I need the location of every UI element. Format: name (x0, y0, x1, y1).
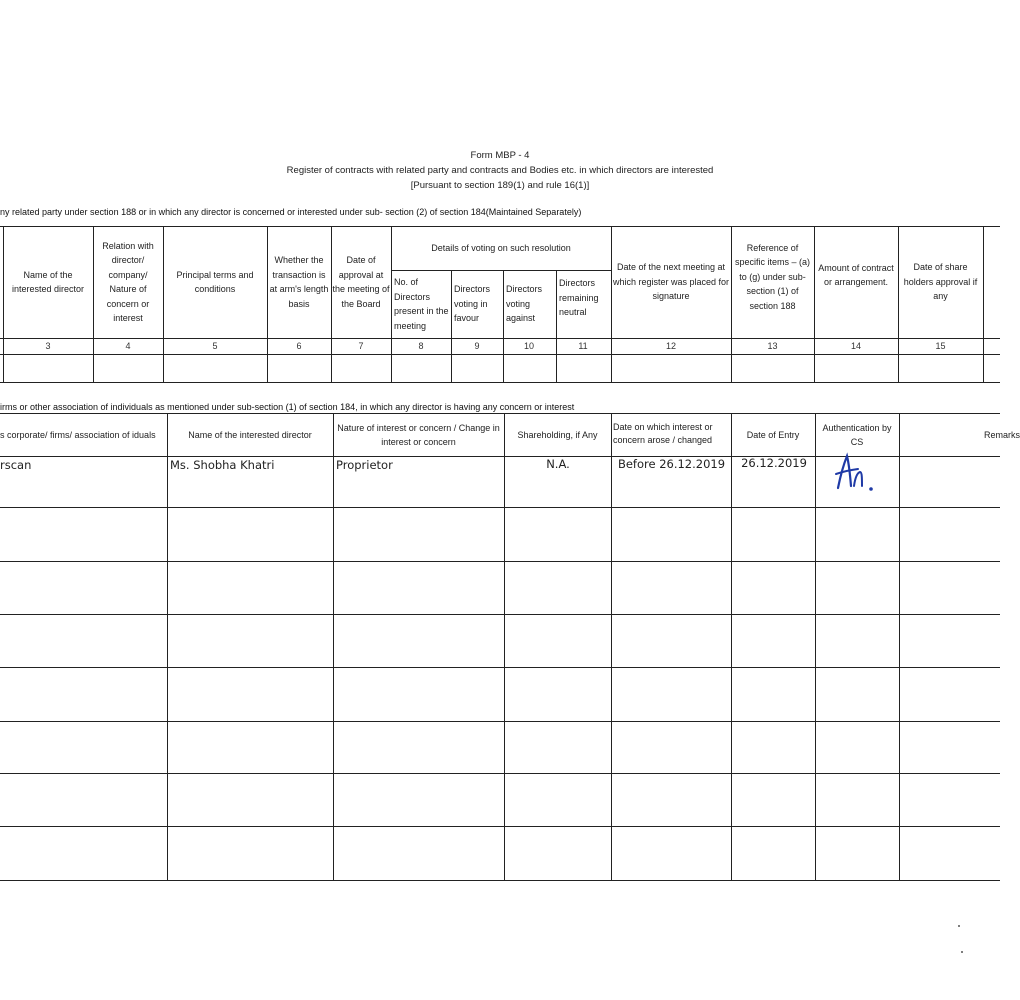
col-reference-items: Reference of specific items – (a) to (g) under sub-section (1) of section 188 (734, 242, 811, 311)
form-subtitle: [Pursuant to section 189(1) and rule 16(1)] (410, 180, 590, 191)
col-arms-length: Whether the transaction is at arm's length basis (269, 255, 329, 309)
row-date-arose: Before 26.12.2019 (617, 457, 726, 471)
col-number: 3 (45, 341, 51, 351)
cs-signature (832, 452, 882, 492)
row-director: Ms. Shobha Khatri (170, 458, 275, 472)
col-amount: Amount of contract or arrangement. (818, 262, 894, 287)
col-number: 12 (665, 341, 676, 351)
col-number: 7 (358, 341, 364, 351)
col-number: 13 (767, 341, 778, 351)
row-nature: Proprietor (336, 458, 393, 472)
col-shareholder-approval: Date of share holders approval if any (903, 262, 978, 302)
col-number: 10 (523, 341, 534, 351)
col-relation: Relation with director/ company/ Nature of concern or interest (102, 240, 154, 323)
col-authentication: Authentication by CS (822, 422, 892, 447)
col-number: 9 (474, 341, 480, 351)
col-date-arose: Date on which interest or concern arose / changed (613, 422, 713, 445)
col-number: 14 (850, 341, 861, 351)
col-date-approval: Date of approval at the meeting of the Board (332, 255, 390, 309)
col-number: 6 (296, 341, 302, 351)
col-voting-against: Directors voting against (506, 284, 543, 324)
form-name: Form MBP - 4 (470, 150, 530, 161)
col-number: 11 (578, 341, 588, 351)
col-voting-favour: Directors voting in favour (454, 284, 491, 324)
col-number: 8 (418, 341, 424, 351)
scan-dot (961, 951, 963, 953)
col-principal-terms: Principal terms and conditions (176, 269, 254, 294)
col-directors-present: No. of Directors present in the meeting (394, 277, 449, 331)
form-title: Register of contracts with related party and contracts and Bodies etc. in which directors are interested (286, 165, 714, 176)
row-date-entry: 26.12.2019 (741, 456, 807, 470)
col-number: 15 (935, 341, 946, 351)
col-number: 5 (212, 341, 218, 351)
col-next-meeting: Date of the next meeting at which register was placed for signature (612, 262, 730, 302)
row-entity: rscan (0, 458, 32, 472)
part-a-caption: ny related party under section 188 or in which any director is concerned or interested under sub- section (2) of section 184(Maintained Separately) (0, 207, 582, 217)
col-bodies-corporate: s corporate/ firms/ association of iduals (0, 429, 156, 440)
col-voting-details: Details of voting on such resolution (431, 242, 571, 253)
row-shareholding: N.A. (546, 457, 570, 471)
part-b-caption: irms or other association of individuals as mentioned under sub-section (1) of section 184, in which any director is having any concern or interest (0, 402, 575, 412)
col-date-entry: Date of Entry (746, 429, 800, 440)
col-remaining-neutral: Directors remaining neutral (559, 278, 599, 318)
col-interested-director: Name of the interested director (11, 269, 85, 294)
scan-dot (958, 925, 960, 927)
col-nature-interest: Nature of interest or concern / Change in interest or concern (337, 422, 500, 447)
col-interested-director-2: Name of the interested director (188, 429, 312, 440)
col-number: 4 (125, 341, 131, 351)
col-shareholding: Shareholding, if Any (517, 429, 598, 440)
col-remarks: Remarks (983, 429, 1020, 440)
